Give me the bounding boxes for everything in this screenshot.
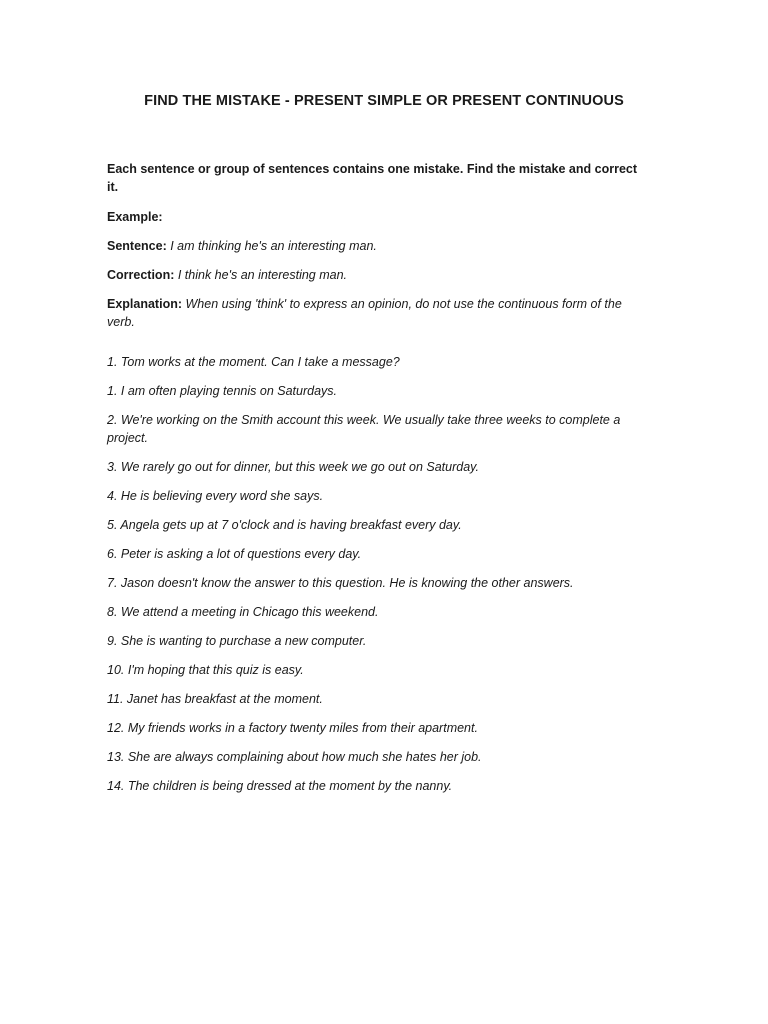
sentence-label: Sentence:: [107, 239, 167, 253]
list-item: 10. I'm hoping that this quiz is easy.: [107, 663, 304, 677]
exercise-list: [107, 353, 647, 806]
list-item: 9. She is wanting to purchase a new computer.: [107, 634, 367, 648]
list-item: 1. I am often playing tennis on Saturdays.: [107, 384, 337, 398]
list-item: 14. The children is being dressed at the moment by the nanny.: [107, 779, 453, 793]
explanation-text: When using 'think' to express an opinion, do not use the continuous form of the verb.: [107, 297, 622, 329]
list-item: 2. We're working on the Smith account this week. We usually take three weeks to complete a project.: [107, 413, 621, 445]
list-item: 12. My friends works in a factory twenty miles from their apartment.: [107, 721, 478, 735]
page-title: FIND THE MISTAKE - PRESENT SIMPLE OR PRESENT CONTINUOUS: [144, 93, 624, 109]
list-item: 11. Janet has breakfast at the moment.: [107, 692, 323, 706]
list-item: 3. We rarely go out for dinner, but this week we go out on Saturday.: [107, 460, 479, 474]
list-item: 6. Peter is asking a lot of questions every day.: [107, 547, 362, 561]
list-item: 1. Tom works at the moment. Can I take a message?: [107, 355, 400, 369]
list-item: 7. Jason doesn't know the answer to this question. He is knowing the other answers.: [107, 576, 574, 590]
list-item: 13. She are always complaining about how much she hates her job.: [107, 750, 482, 764]
explanation-label: Explanation:: [107, 297, 183, 311]
example-correction: [107, 266, 647, 284]
example-sentence: [107, 237, 647, 255]
list-item: 5. Angela gets up at 7 o'clock and is having breakfast every day.: [107, 518, 462, 532]
instructions: Each sentence or group of sentences contains one mistake. Find the mistake and correct it.: [107, 162, 638, 194]
example-heading: Example:: [107, 210, 163, 224]
list-item: 4. He is believing every word she says.: [107, 489, 324, 503]
example-explanation: [107, 295, 647, 331]
sentence-text: I am thinking he's an interesting man.: [170, 239, 377, 253]
correction-label: Correction:: [107, 268, 175, 282]
list-item: 8. We attend a meeting in Chicago this weekend.: [107, 605, 379, 619]
correction-text: I think he's an interesting man.: [177, 268, 348, 282]
